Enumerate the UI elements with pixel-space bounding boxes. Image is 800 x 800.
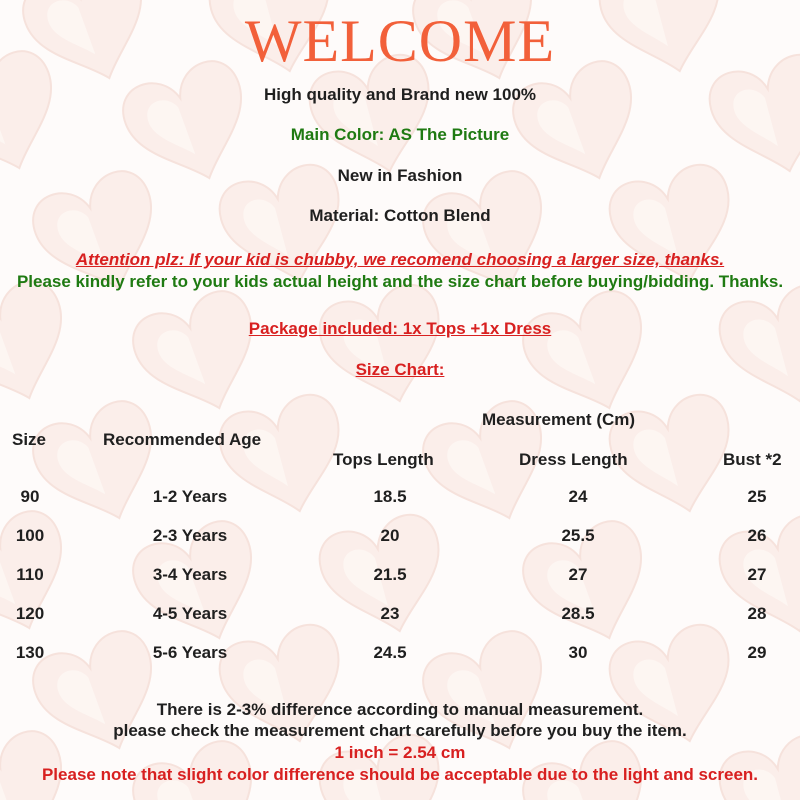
table-cell-age: 1-2 Years	[152, 487, 228, 506]
bust-column-header: Bust *2	[723, 450, 782, 469]
size-column-header: Size	[12, 430, 47, 449]
table-cell-size: 110	[16, 565, 44, 584]
table-cell-bust: 26	[747, 526, 767, 545]
table-cell-dress: 27	[568, 565, 588, 584]
measurement-group-header: Measurement (Cm)	[482, 410, 636, 429]
tops-length-column-header: Tops Length	[333, 450, 434, 469]
table-cell-bust: 25	[747, 487, 767, 506]
table-cell-dress: 24	[568, 487, 588, 506]
table-cell-size: 130	[15, 643, 45, 662]
footer-note-color: Please note that slight color difference should be acceptable due to the light and screen.	[41, 765, 759, 784]
table-cell-size: 100	[15, 526, 45, 545]
table-cell-age: 3-4 Years	[152, 565, 228, 584]
refer-line: Please kindly refer to your kids actual height and the size chart before buying/bidding. Thanks.	[16, 272, 784, 291]
table-cell-age: 4-5 Years	[152, 604, 228, 623]
table-cell-bust: 29	[747, 643, 767, 662]
material-line: Material: Cotton Blend	[309, 206, 491, 225]
table-cell-tops: 24.5	[373, 643, 407, 662]
footer-note-check: please check the measurement chart carefully before you buy the item.	[113, 721, 687, 740]
table-cell-age: 2-3 Years	[152, 526, 228, 545]
table-cell-dress: 28.5	[561, 604, 595, 623]
dress-length-column-header: Dress Length	[519, 450, 628, 469]
welcome-title: WELCOME	[244, 8, 556, 74]
size-chart-heading: Size Chart:	[355, 360, 445, 379]
table-cell-tops: 18.5	[373, 487, 407, 506]
table-cell-size: 120	[15, 604, 45, 623]
table-cell-size: 90	[20, 487, 40, 506]
table-cell-tops: 20	[380, 526, 400, 545]
fashion-line: New in Fashion	[337, 166, 463, 185]
attention-line: Attention plz: If your kid is chubby, we recomend choosing a larger size, thanks.	[75, 250, 725, 269]
table-cell-dress: 30	[568, 643, 588, 662]
quality-line: High quality and Brand new 100%	[263, 85, 537, 104]
package-line: Package included: 1x Tops +1x Dress	[248, 319, 552, 338]
table-cell-tops: 23	[380, 604, 400, 623]
main-color-line: Main Color: AS The Picture	[290, 125, 510, 144]
age-column-header: Recommended Age	[103, 430, 262, 449]
table-cell-tops: 21.5	[373, 565, 407, 584]
table-cell-age: 5-6 Years	[152, 643, 228, 662]
footer-note-difference: There is 2-3% difference according to manual measurement.	[156, 700, 644, 719]
table-cell-bust: 28	[747, 604, 767, 623]
table-cell-dress: 25.5	[561, 526, 595, 545]
footer-note-inch: 1 inch = 2.54 cm	[334, 743, 466, 762]
table-cell-bust: 27	[747, 565, 767, 584]
